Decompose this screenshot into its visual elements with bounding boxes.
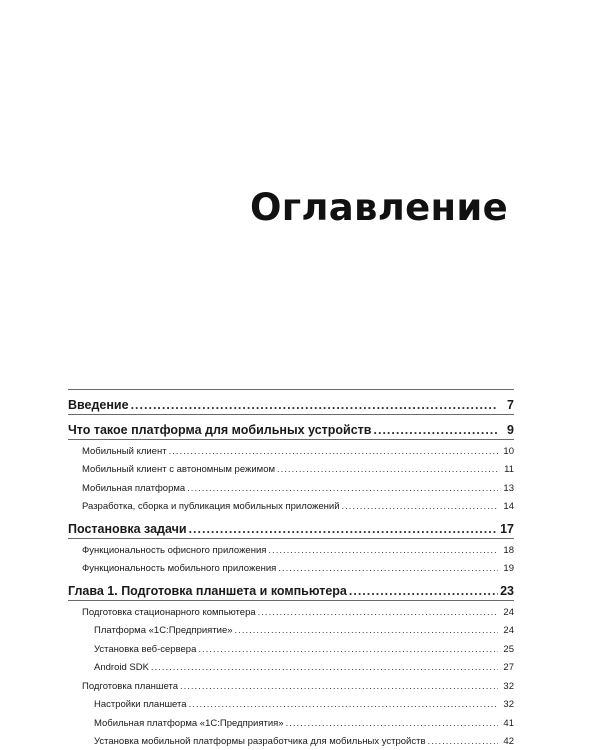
toc-leader-dots [169, 446, 498, 459]
toc-entry-title: Что такое платформа для мобильных устройств [68, 423, 372, 437]
toc-leader-dots [180, 681, 498, 694]
toc-entry-title: Мобильная платформа «1С:Предприятия» [94, 717, 284, 729]
toc-leader-dots [189, 522, 498, 538]
toc-entry [68, 638, 514, 657]
toc-leader-dots [151, 662, 498, 675]
toc-entry [68, 620, 514, 639]
toc-entry-title: Мобильный клиент [82, 445, 167, 457]
toc-entry [68, 601, 514, 620]
toc-entry-page: 19 [503, 563, 514, 574]
toc-entry-title: Функциональность мобильного приложения [82, 563, 277, 574]
toc-entry-page: 13 [503, 482, 514, 494]
toc-entry [68, 389, 514, 415]
toc-entry-title: Глава 1. Подготовка планшета и компьютера [68, 584, 347, 598]
toc-entry-page: 32 [503, 699, 514, 710]
toc-entry [68, 712, 514, 731]
toc-entry-title: Мобильный клиент с автономным режимом [82, 464, 276, 475]
toc-leader-dots [278, 563, 498, 576]
toc-leader-dots [131, 398, 498, 414]
toc-entry [68, 675, 514, 694]
toc-entry-page: 7 [507, 398, 514, 412]
page-title: Оглавление [249, 186, 508, 229]
toc-entry-page: 11 [504, 464, 514, 475]
toc-entry-page: 24 [503, 606, 514, 618]
toc-entry-page: 32 [503, 680, 514, 692]
toc-entry [68, 440, 514, 459]
toc-entry-title: Установка мобильной платформы разработчика для мобильных устройств [94, 736, 426, 747]
toc-leader-dots [187, 483, 498, 496]
toc-entry-page: 27 [503, 662, 514, 673]
toc-entry-title: Подготовка стационарного компьютера [82, 606, 256, 618]
toc-leader-dots [198, 644, 498, 657]
table-of-contents [68, 389, 514, 749]
toc-leader-dots [374, 423, 499, 439]
toc-entry-title: Функциональность офисного приложения [82, 544, 267, 556]
toc-entry-title: Разработка, сборка и публикация мобильных приложений [82, 501, 340, 512]
toc-leader-dots [268, 545, 498, 558]
toc-entry-page: 17 [500, 522, 514, 536]
toc-entry [68, 657, 514, 676]
toc-entry [68, 459, 514, 478]
toc-entry [68, 477, 514, 496]
toc-entry [68, 576, 514, 601]
toc-entry-title: Введение [68, 398, 129, 412]
toc-entry-page: 41 [503, 717, 514, 729]
toc-leader-dots [258, 607, 498, 620]
toc-entry-page: 42 [503, 736, 514, 747]
toc-leader-dots [189, 699, 498, 712]
toc-entry-page: 9 [507, 423, 514, 437]
toc-entry [68, 514, 514, 539]
toc-entry-title: Установка веб-сервера [94, 643, 197, 655]
toc-leader-dots [286, 718, 498, 731]
toc-leader-dots [235, 625, 498, 638]
toc-leader-dots [342, 501, 498, 514]
toc-entry-page: 10 [503, 445, 514, 457]
toc-entry-title: Платформа «1С:Предприятие» [94, 625, 233, 636]
toc-entry-title: Android SDK [94, 662, 149, 673]
toc-entry [68, 694, 514, 713]
toc-entry-page: 25 [503, 643, 514, 655]
toc-leader-dots [428, 736, 498, 749]
toc-entry [68, 539, 514, 558]
toc-entry [68, 415, 514, 440]
toc-entry-title: Постановка задачи [68, 522, 187, 536]
toc-entry-page: 23 [500, 584, 514, 598]
toc-entry-title: Подготовка планшета [82, 680, 178, 692]
toc-leader-dots [349, 584, 498, 600]
toc-entry-title: Настройки планшета [94, 699, 187, 710]
toc-leader-dots [277, 464, 498, 477]
toc-entry [68, 496, 514, 515]
toc-entry-page: 24 [503, 625, 514, 636]
toc-entry [68, 731, 514, 750]
toc-entry-page: 14 [503, 501, 514, 512]
toc-entry [68, 558, 514, 577]
toc-entry-page: 18 [503, 544, 514, 556]
toc-entry-title: Мобильная платформа [82, 482, 186, 494]
